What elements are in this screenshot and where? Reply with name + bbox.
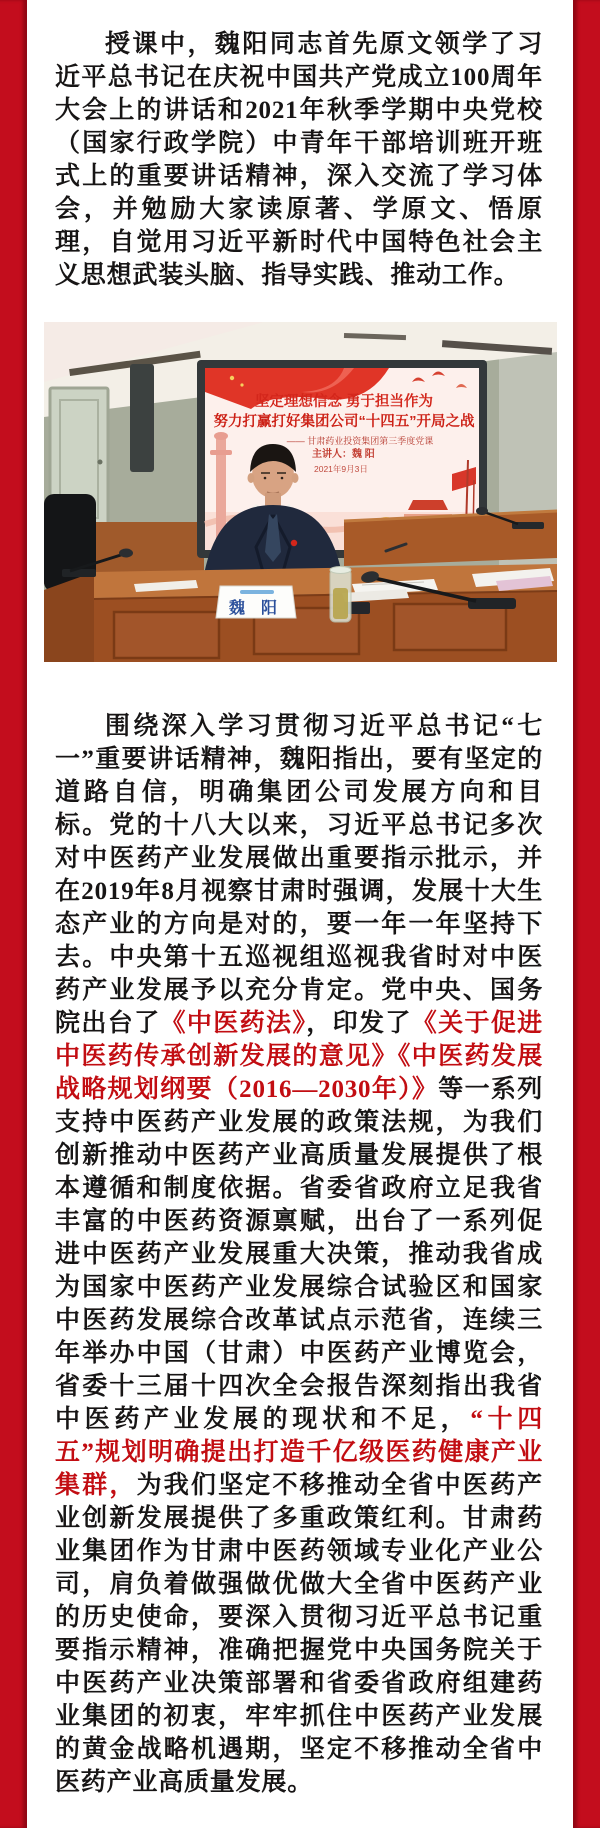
slide-subtitle: —— 甘肃药业投资集团第三季度党课 bbox=[286, 436, 434, 446]
body-text: 围绕深入学习贯彻习近平总书记“七一”重要讲话精神，魏阳指出，要有坚定的道路自信，明确集团公司发展方向和目标。党的十八大以来，习近平总书记多次对中医药产业发展做出重要指示批示，并在2019年8月视察甘肃时强调，发展十大生态产业的方向是对的，要一年一年坚持下去。中央第十五巡视组巡视我省时对中医药产业发展予以充分肯定。党中央、国务院出台了 bbox=[55, 713, 543, 1037]
slide-title-line2: 努力打赢打好集团公司“十四五”开局之战 bbox=[213, 414, 475, 430]
right-red-border bbox=[573, 0, 600, 1828]
body-text: 为我们坚定不移推动全省中医药产业创新发展提供了多重政策红利。甘肃药业集团作为甘肃中医药领域专业化产业公司，肩负着做强做优做大全省中医药产业的历史使命，要深入贯彻习近平总书记重要指示精神，准确把握党中央国务院关于中医药产业决策部署和省委省政府组建药业集团的初衷，牢牢抓住中医药产业发展的黄金战略机遇期，坚定不移推动全省中医药产业高质量发展。 bbox=[55, 1472, 543, 1796]
body-text: 等一系列支持中医药产业发展的政策法规，为我们创新推动中医药产业高质量发展提供了根本遵循和制度依据。省委省政府立足我省丰富的中医药资源禀赋，出台了一系列促进中医药产业发展重大决策，推动我省成为国家中医药产业发展综合试验区和国家中医药发展综合改革试点示范省，连续三年举办中国（甘肃）中医药产业博览会，省委十三届十四次全会报告深刻指出我省中医药产业发展的现状和不足， bbox=[55, 1076, 544, 1433]
slide-date: 2021年9月3日 bbox=[314, 464, 368, 474]
name-plate bbox=[216, 586, 296, 618]
left-red-border bbox=[0, 0, 27, 1828]
conference-photo bbox=[44, 322, 557, 662]
name-plate-text: 魏 阳 bbox=[228, 600, 284, 617]
highlighted-text: 《中医药法》 bbox=[160, 1010, 307, 1037]
highlighted-text: “十四五”规划明确提出打造千亿级医药健康产业集群， bbox=[55, 1406, 543, 1499]
body-text: ，印发了 bbox=[306, 1010, 412, 1037]
tea-glass bbox=[330, 567, 351, 623]
paragraph-main bbox=[55, 710, 543, 1799]
wall-speaker bbox=[130, 364, 154, 472]
paragraph-intro: 授课中，魏阳同志首先原文领学了习近平总书记在庆祝中国共产党成立100周年大会上的讲话和2021年秋季学期中央党校（国家行政学院）中青年干部培训班开班式上的重要讲话精神，深入交流了学习体会，并勉励大家读原著、学原文、悟原理，自觉用习近平新时代中国特色社会主义思想武装头脑、指导实践、推动工作。 bbox=[55, 31, 543, 289]
highlighted-text: 《关于促进中医药传承创新发展的意见》《中医药发展战略规划纲要（2016—2030年）》 bbox=[55, 1010, 543, 1103]
article-content bbox=[27, 0, 573, 1828]
conference-photo-svg bbox=[44, 322, 557, 662]
slide-speaker: 主讲人：魏 阳 bbox=[312, 449, 375, 460]
slide-title-line1: 坚定理想信念 勇于担当作为 bbox=[254, 394, 434, 410]
left-microphone-base bbox=[62, 569, 96, 577]
